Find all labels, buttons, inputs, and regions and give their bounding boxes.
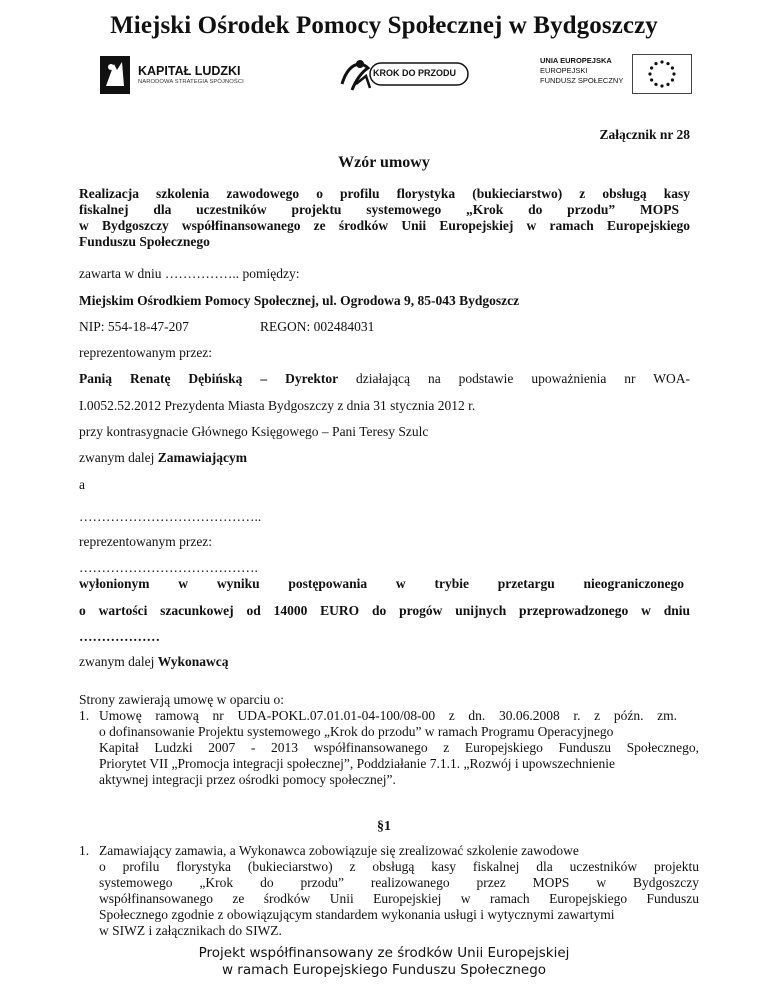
- representative1-authorization-cont: I.0052.52.2012 Prezydenta Miasta Bydgoszczy z dnia 31 stycznia 2012 r.: [79, 398, 476, 413]
- kapital-ludzki-name: KAPITAŁ LUDZKI: [138, 64, 241, 78]
- represented-by-label: reprezentowanym przez:: [79, 345, 213, 360]
- regon-number: REGON: 002484031: [260, 319, 375, 334]
- ordering-party-role: Zamawiającym: [157, 450, 247, 465]
- list-item-line: współfinansowanego ze środków Unii Europejskiej w ramach Europejskiego Funduszu: [99, 891, 699, 906]
- and-conjunction: a: [79, 477, 85, 492]
- section-1-list: [79, 843, 699, 939]
- contract-subject-line: w Bydgoszczy współfinansowanego ze środków Unii Europejskiej w ramach Europejskiego: [79, 218, 690, 233]
- list-item-line: Zamawiający zamawia, a Wykonawca zobowiązuje się zrealizować szkolenie zawodowe: [99, 843, 579, 858]
- selection-procedure-line: wyłonionym w wyniku postępowania w trybie przetargu nieograniczonego: [79, 576, 684, 591]
- nip-number: NIP: 554-18-47-207: [79, 319, 189, 334]
- contract-basis-list: [79, 708, 699, 788]
- representative1-authorization: działającą na podstawie upoważnienia nr WOA-: [338, 371, 690, 386]
- representative2-blank: ………………………………….: [79, 560, 258, 575]
- section-1-title: §1: [377, 819, 391, 834]
- selection-procedure-line-2: o wartości szacunkowej od 14000 EURO do progów unijnych przeprowadzonego w dniu: [79, 603, 690, 618]
- list-item-line: o profilu florystyka (bukieciarstwo) z obsługą kasy fiskalnej dla uczestników projektu: [99, 859, 699, 874]
- eu-logo-line3: FUNDUSZ SPOŁECZNY: [540, 76, 624, 85]
- footer-line2: w ramach Europejskiego Funduszu Społecznego: [221, 962, 547, 978]
- eu-flag-icon: [632, 54, 692, 94]
- kapital-ludzki-logo: [100, 56, 260, 96]
- kapital-ludzki-subtitle: NARODOWA STRATEGIA SPÓJNOŚCI: [138, 79, 244, 85]
- page-footer: [0, 945, 768, 979]
- list-item-line: Umowę ramową nr UDA-POKL.07.01.01-04-100/08-00 z dn. 30.06.2008 r. z późn. zm.: [99, 708, 677, 723]
- representative1-name: Panią Renatę Dębińską – Dyrektor: [79, 371, 339, 386]
- eu-logo-line2: EUROPEJSKI: [540, 66, 588, 75]
- header-title: Miejski Ośrodek Pomocy Społecznej w Bydgoszczy: [110, 12, 658, 39]
- represented-by-label-2: reprezentowanym przez:: [79, 534, 213, 549]
- called-ordering-party: [79, 450, 247, 466]
- kapital-ludzki-emblem-icon: [100, 56, 130, 94]
- contractor-role: Wykonawcą: [157, 654, 229, 669]
- eu-logo-text: [540, 56, 623, 86]
- list-item-line: Społecznego zgodnie z obowiązującym standardem wykonania usługi i wytycznymi zawartymi: [99, 907, 615, 922]
- contract-subject-line: fiskalnej dla uczestników projektu systemowego „Krok do przodu” MOPS: [79, 202, 679, 217]
- procedure-date-blank: ………………: [79, 629, 160, 644]
- list-item-line: aktywnej integracji przez ośrodki pomocy społecznej”.: [99, 772, 396, 787]
- representative1-line: [79, 371, 690, 387]
- list-item-line: systemowego „Krok do przodu” realizowanego przez MOPS w Bydgoszczy: [99, 875, 699, 890]
- party1-name: Miejskim Ośrodkiem Pomocy Społecznej, ul. Ogrodowa 9, 85-043 Bydgoszcz: [79, 293, 520, 308]
- contract-subject-line: Realizacja szkolenia zawodowego o profilu florystyka (bukieciarstwo) z obsługą kasy: [79, 186, 690, 201]
- list-item-line: Priorytet VII „Promocja integracji społecznej”, Poddziałanie 7.1.1. „Rozwój i upowszechnienie: [99, 756, 615, 771]
- contract-subject-line: Funduszu Społecznego: [79, 234, 210, 249]
- concluded-line: zawarta w dniu …………….. pomiędzy:: [79, 266, 300, 281]
- countersignature-line: przy kontrasygnacie Głównego Księgowego – Pani Teresy Szulc: [79, 424, 429, 439]
- header-logos: [0, 52, 768, 100]
- contractor-name-blank: …………………………………..: [79, 509, 262, 524]
- eu-logo-line1: UNIA EUROPEJSKA: [540, 56, 612, 65]
- list-item-number: 1.: [79, 708, 90, 723]
- list-item-line: w SIWZ i załącznikach do SIWZ.: [99, 923, 282, 938]
- document-title: Wzór umowy: [338, 154, 430, 171]
- krok-do-przodu-name: KROK DO PRZODU: [373, 68, 456, 78]
- list-item-number: 1.: [79, 843, 90, 858]
- list-item-line: o dofinansowanie Projektu systemowego „Krok do przodu” w ramach Programu Operacyjnego: [99, 724, 614, 739]
- called-contractor: [79, 654, 229, 670]
- footer-line1: Projekt współfinansowany ze środków Unii Europejskiej: [198, 945, 570, 961]
- called-prefix: zwanym dalej: [79, 654, 158, 669]
- eu-logo: [540, 54, 700, 98]
- annex-number: Załącznik nr 28: [599, 127, 690, 142]
- list-item: [79, 708, 699, 788]
- called-prefix: zwanym dalej: [79, 450, 158, 465]
- contract-subject: [79, 186, 690, 250]
- contract-basis-intro: Strony zawierają umowę w oparciu o:: [79, 692, 285, 707]
- krok-do-przodu-logo: [338, 54, 473, 96]
- list-item-line: Kapitał Ludzki 2007 - 2013 współfinansowanego z Europejskiego Funduszu Społecznego,: [99, 740, 699, 755]
- list-item: [79, 843, 699, 939]
